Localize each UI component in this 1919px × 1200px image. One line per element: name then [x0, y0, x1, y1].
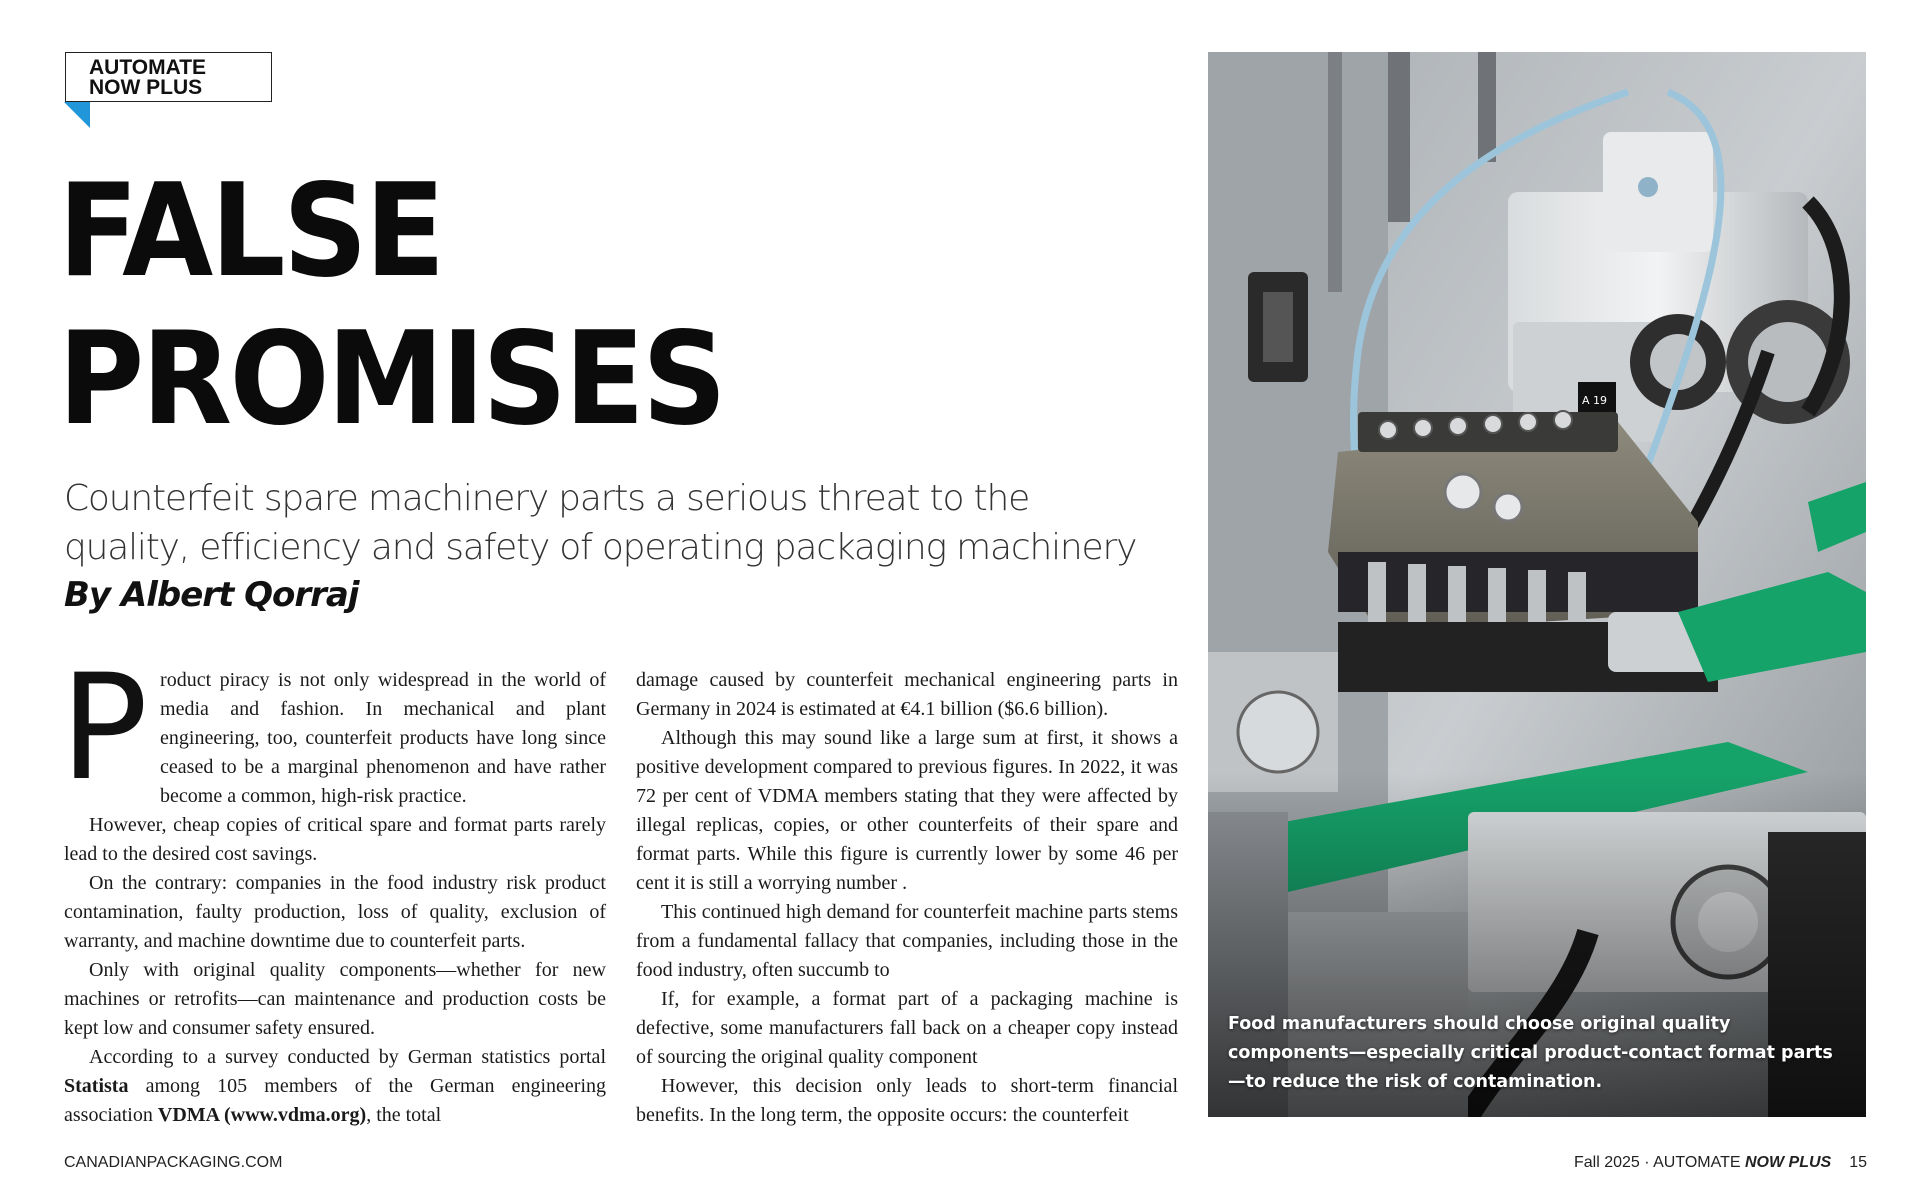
- subheadline: Counterfeit spare machinery parts a serious threat to the quality, efficiency and safety of operating packaging machinery: [64, 478, 1137, 568]
- paragraph-text: among 105 members of the German engineering association: [64, 1075, 606, 1126]
- headline-line1: FALSE: [58, 157, 443, 306]
- page-number: 15: [1849, 1154, 1867, 1171]
- paragraph-text: According to a survey conducted by German statistics portal: [89, 1046, 606, 1068]
- footer-brand: NOW PLUS: [1744, 1154, 1832, 1171]
- paragraph: However, cheap copies of critical spare and format parts rarely lead to the desired cost savings.: [64, 814, 606, 865]
- paragraph: [64, 1043, 606, 1130]
- headline: [58, 158, 724, 454]
- photo-caption: Food manufacturers should choose original quality components—especially critical product-contact format parts—to reduce the risk of contamination.: [1228, 1014, 1833, 1092]
- headline-line2: PROMISES: [58, 305, 725, 454]
- byline: By Albert Qorraj: [64, 575, 359, 615]
- machinery-illustration: [1208, 52, 1866, 1117]
- section-tag-line1: AUTOMATE: [89, 56, 207, 79]
- paragraph-text: , the total: [366, 1104, 442, 1126]
- paragraph: damage caused by counterfeit mechanical engineering parts in Germany in 2024 is estimated at €4.1 billion ($6.6 billion).: [636, 669, 1178, 720]
- footer-issue: [1574, 1154, 1867, 1172]
- vdma-name: VDMA (www.vdma.org): [157, 1104, 367, 1126]
- footer-issue-text: Fall 2025 · AUTOMATE: [1573, 1154, 1745, 1171]
- section-tag-corner: [64, 102, 90, 128]
- section-tag: [65, 52, 272, 102]
- article-column-left: [60, 643, 606, 1130]
- paragraph: On the contrary: companies in the food industry risk product contamination, faulty production, loss of quality, exclusion of warranty, and machine downtime due to counterfeit parts.: [64, 872, 606, 952]
- paragraph-text: roduct piracy is not only widespread in the world of media and fashion. In mechanical and plant engineering, too, counterfeit products have long since ceased to be a marginal phenomenon and have rather become a common, high-risk practice.: [160, 669, 606, 807]
- paragraph: Although this may sound like a large sum at first, it shows a positive development compared to previous figures. In 2022, it was 72 per cent of VDMA members stating that they were affected by illegal replicas, copies, or other counterfeits of their spare and format parts. While this figure is currently lower by some 46 per cent it is still a worrying number .: [636, 727, 1178, 894]
- section-tag-line2: NOW PLUS: [89, 76, 203, 99]
- machinery-photo: [1208, 52, 1866, 1117]
- paragraph: Only with original quality components—whether for new machines or retrofits—can maintenance and production costs be kept low and consumer safety ensured.: [64, 959, 606, 1039]
- paragraph: [60, 643, 606, 813]
- paragraph: However, this decision only leads to short-term financial benefits. In the long term, the opposite occurs: the counterfeit: [636, 1075, 1178, 1126]
- machine-label-a19: A 19: [1582, 394, 1608, 407]
- drop-cap: P: [60, 643, 149, 813]
- paragraph: If, for example, a format part of a packaging machine is defective, some manufacturers fall back on a cheaper copy instead of sourcing the original quality component: [636, 988, 1178, 1068]
- article-column-right: [636, 666, 1178, 1130]
- footer-site: CANADIANPACKAGING.COM: [64, 1154, 283, 1171]
- paragraph: This continued high demand for counterfeit machine parts stems from a fundamental fallacy that companies, including those in the food industry, often succumb to: [636, 901, 1178, 981]
- statista-name: Statista: [64, 1075, 129, 1097]
